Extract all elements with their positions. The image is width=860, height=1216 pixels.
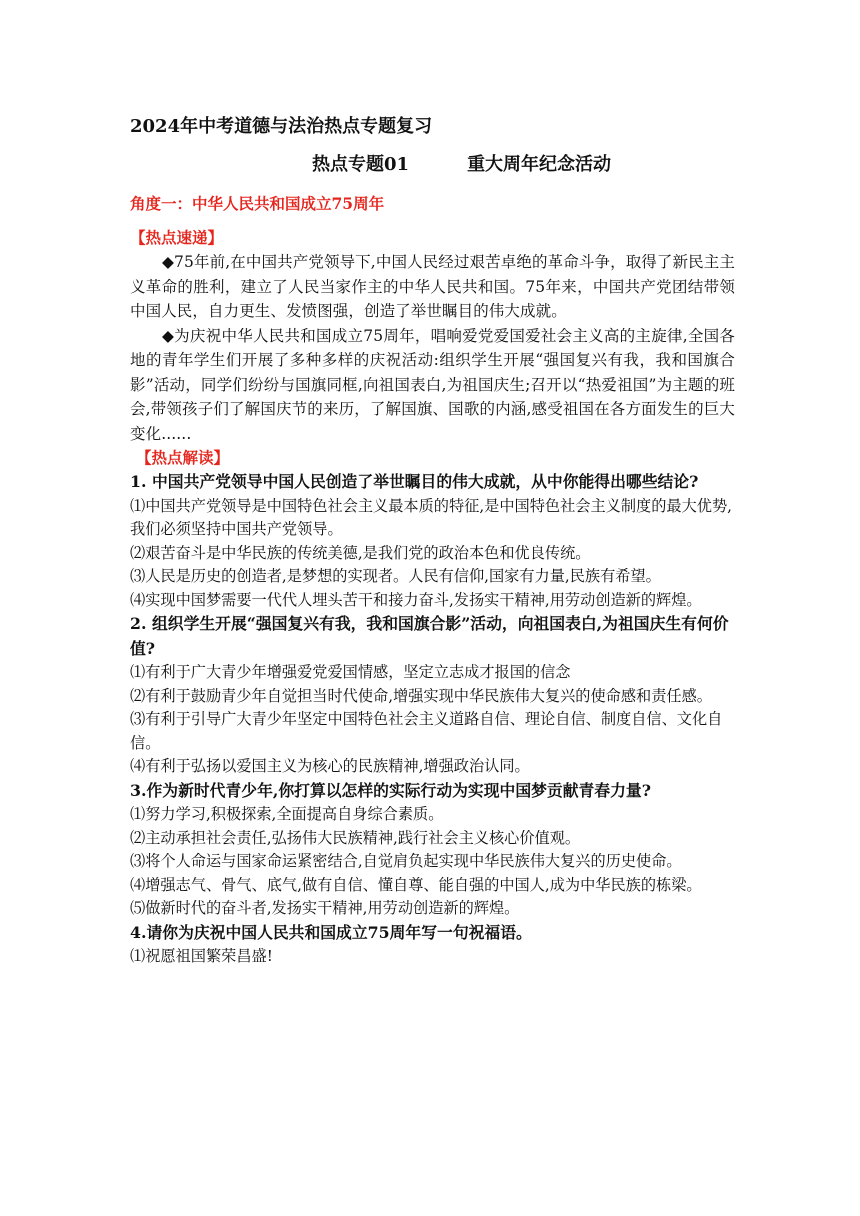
news-paragraph: ◆为庆祝中华人民共和国成立75周年，唱响爱党爱国爱社会主义高的主旋律,全国各地的青年学生们开展了多种多样的庆祝活动:组织学生开展“强国复兴有我，我和国旗合影”活动，同学们纷纷与国旗同框,向祖国表白,为祖国庆生;召开以“热爱祖国”为主题的班会,带领孩子们了解国庆节的来历，了解国旗、国歌的内涵,感受祖国在各方面发生的巨大变化......	[130, 326, 735, 443]
answer-item: ⑴中国共产党领导是中国特色社会主义最本质的特征,是中国特色社会主义制度的最大优势,我们必须坚持中国共产党领导。	[130, 496, 732, 538]
answer-item: ⑵有利于鼓励青少年自觉担当时代使命,增强实现中华民族伟大复兴的使命感和责任感。	[130, 686, 712, 705]
question-text: 3.作为新时代青少年,你打算以怎样的实际行动为实现中国梦贡献青春力量?	[130, 780, 651, 800]
topic-number: 热点专题01	[312, 154, 410, 175]
topic-name: 重大周年纪念活动	[467, 154, 612, 175]
question-text: 4.请你为庆祝中国人民共和国成立75周年写一句祝福语。	[130, 922, 532, 942]
answer-item: ⑷实现中国梦需要一代代人埋头苦干和接力奋斗,发扬实干精神,用劳动创造新的辉煌。	[130, 590, 702, 609]
answer-item: ⑶人民是历史的创造者,是梦想的实现者。人民有信仰,国家有力量,民族有希望。	[130, 567, 661, 585]
answer-item: ⑷增强志气、骨气、底气,做有自信、懂自尊、能自强的中国人,成为中华民族的栋梁。	[130, 875, 702, 894]
answer-item: ⑷有利于弘扬以爱国主义为核心的民族精神,增强政治认同。	[130, 757, 530, 775]
question-block	[130, 612, 735, 779]
question-block	[130, 470, 735, 612]
answer-item: ⑵艰苦奋斗是中华民族的传统美德,是我们党的政治本色和优良传统。	[130, 543, 591, 562]
answer-item: ⑸做新时代的奋斗者,发扬实干精神,用劳动创造新的辉煌。	[130, 899, 520, 917]
document-title: 2024年中考道德与法治热点专题复习	[130, 116, 433, 137]
hot-news-tag: 【热点速递】	[130, 228, 224, 247]
answer-item: ⑴祝愿祖国繁荣昌盛!	[130, 947, 273, 965]
answer-item: ⑴努力学习,积极探索,全面提高自身综合素质。	[130, 805, 444, 823]
answer-item: ⑵主动承担社会责任,弘扬伟大民族精神,践行社会主义核心价值观。	[130, 828, 581, 847]
question-block	[130, 921, 735, 969]
analysis-tag: 【热点解读】	[136, 448, 230, 467]
answer-item: ⑶有利于引导广大青少年坚定中国特色社会主义道路自信、理论自信、制度自信、文化自信。	[130, 710, 723, 752]
answer-item: ⑶将个人命运与国家命运紧密结合,自觉肩负起实现中华民族伟大复兴的历史使命。	[130, 852, 682, 870]
angle-heading: 角度一：中华人民共和国成立75周年	[130, 194, 385, 213]
news-paragraph: ◆75年前,在中国共产党领导下,中国人民经过艰苦卓绝的革命斗争，取得了新民主主义革命的胜利，建立了人民当家作主的中华人民共和国。75年来，中国共产党团结带领中国人民，自力更生、发愤图强，创造了举世瞩目的伟大成就。	[130, 253, 735, 320]
topic-subtitle	[312, 152, 735, 178]
question-block	[130, 779, 735, 921]
answer-item: ⑴有利于广大青少年增强爱党爱国情感，坚定立志成才报国的信念	[130, 663, 571, 681]
question-text: 2. 组织学生开展“强国复兴有我，我和国旗合影”活动，向祖国表白,为祖国庆生有何价值?	[130, 614, 729, 658]
document-body	[130, 114, 735, 969]
question-text: 1. 中国共产党领导中国人民创造了举世瞩目的伟大成就，从中你能得出哪些结论?	[130, 472, 699, 491]
